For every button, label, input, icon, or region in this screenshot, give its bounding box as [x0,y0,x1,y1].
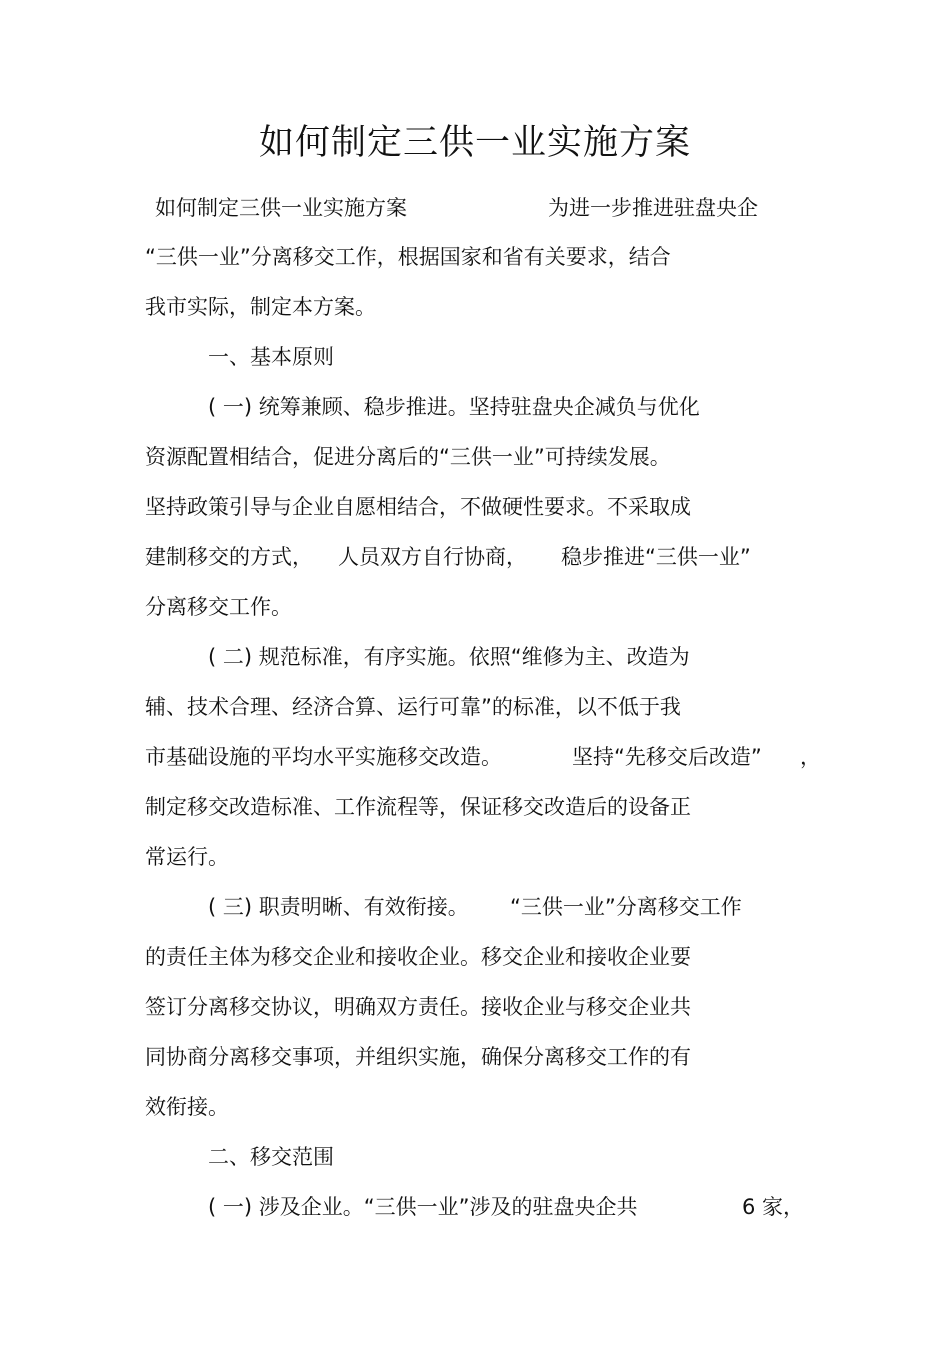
text-line: 坚持“先移交后改造” [572,745,762,769]
text-line: 市基础设施的平均水平实施移交改造。 [145,745,502,769]
text-line: 制定移交改造标准、工作流程等，保证移交改造后的设备正 [145,795,691,819]
section-heading: 一、基本原则 [208,345,334,369]
text-line: 同协商分离移交事项，并组织实施，确保分离移交工作的有 [145,1045,691,1069]
text-line: 坚持政策引导与企业自愿相结合，不做硬性要求。不采取成 [145,495,691,519]
document-title: 如何制定三供一业实施方案 [258,123,691,163]
text-line: 的责任主体为移交企业和接收企业。移交企业和接收企业要 [145,945,691,969]
text-line: 效衔接。 [145,1095,229,1119]
text-line: 签订分离移交协议，明确双方责任。接收企业与移交企业共 [145,995,691,1019]
text-line: 我市实际，制定本方案。 [145,295,376,319]
text-line: 如何制定三供一业实施方案 [155,196,407,220]
text-line: “三供一业”分离移交工作 [510,895,742,919]
text-line: ( 二) 规范标准，有序实施。依照“维修为主、改造为 [208,645,690,669]
text-line: ( 一) 统筹兼顾、稳步推进。坚持驻盘央企减负与优化 [208,395,700,419]
text-line: 为进一步推进驻盘央企 [548,196,758,220]
text-line: ( 三) 职责明晰、有效衔接。 [208,895,469,919]
text-line: 稳步推进“三供一业” [561,545,751,569]
text-line: 常运行。 [145,845,229,869]
text-line: ( 一) 涉及企业。“三供一业”涉及的驻盘央企共 [208,1195,638,1219]
text-line: 分离移交工作。 [145,595,292,619]
text-line: “三供一业”分离移交工作，根据国家和省有关要求，结合 [145,245,671,269]
text-line: 6 家， [742,1195,805,1219]
text-line: 辅、技术合理、经济合算、运行可靠”的标准，以不低于我 [145,695,681,719]
section-heading: 二、移交范围 [208,1145,334,1169]
text-line: ， [800,745,821,769]
text-line: 建制移交的方式， [145,545,313,569]
text-line: 人员双方自行协商， [338,545,527,569]
text-line: 资源配置相结合，促进分离后的“三供一业”可持续发展。 [145,445,671,469]
